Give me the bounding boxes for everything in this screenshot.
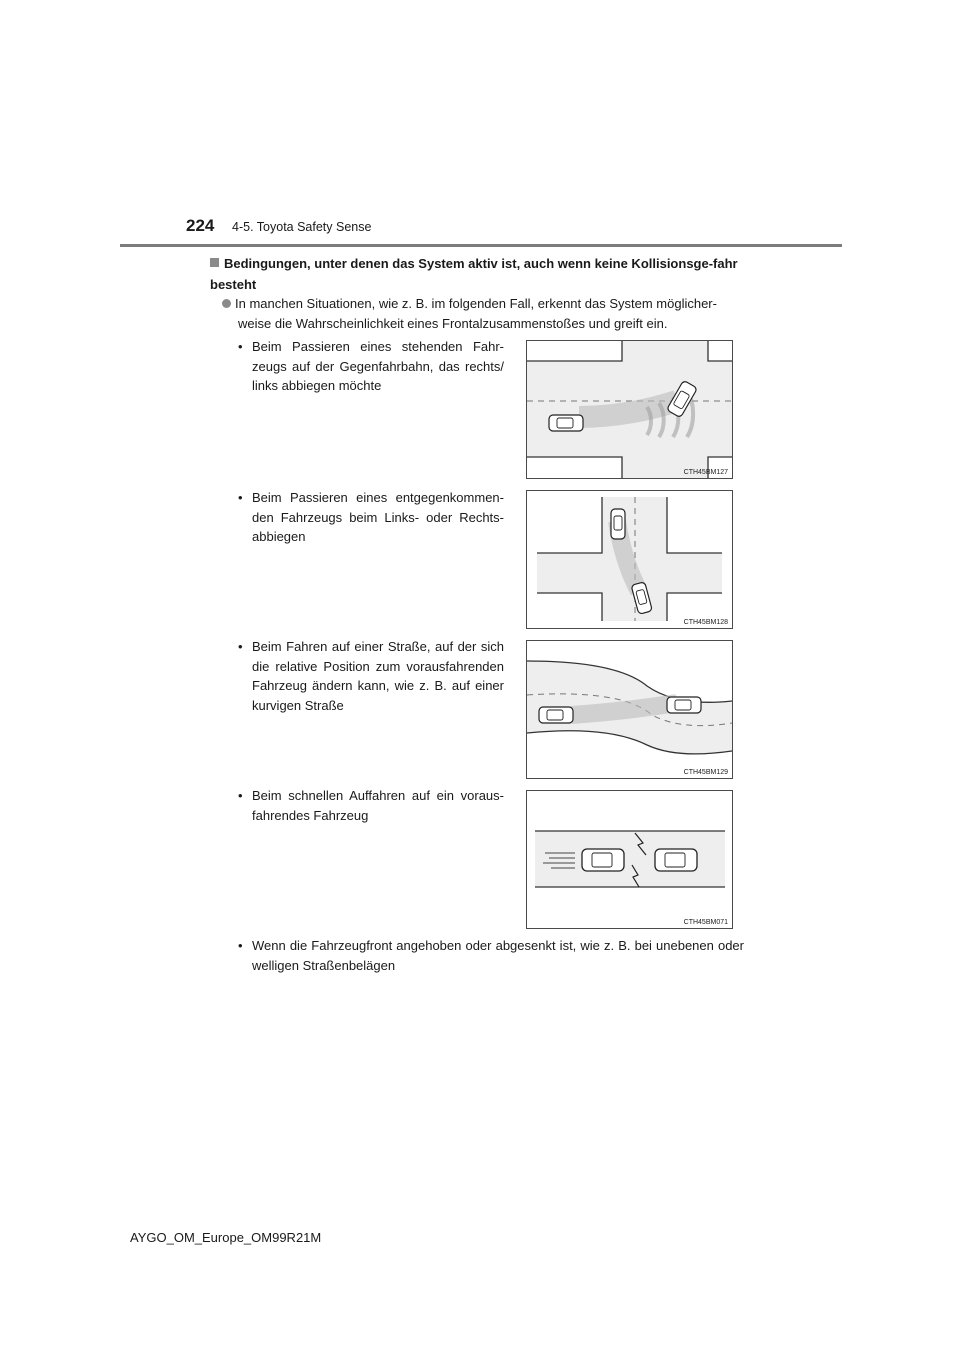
circle-bullet-icon (222, 299, 231, 308)
intro-paragraph (222, 294, 746, 334)
car-fast-approach-collision-icon (527, 791, 732, 928)
figure-curved-road (526, 640, 733, 779)
car-passing-turning-vehicle-icon (527, 341, 732, 478)
bullet-mark: • (238, 639, 243, 654)
list-item (238, 488, 504, 547)
list-item-text: Wenn die Fahrzeugfront angehoben oder abgesenkt ist, wie z. B. bei unebenen oder welligen Straßenbelägen (252, 938, 744, 973)
intro-line-1: In manchen Situationen, wie z. B. im folgenden Fall, erkennt das System möglicher- (235, 296, 717, 311)
square-bullet-icon (210, 258, 219, 267)
list-item (238, 637, 504, 715)
figure-turning-intersection (526, 490, 733, 629)
condition-heading (210, 253, 750, 295)
list-item (238, 936, 744, 975)
list-item-text: Beim schnellen Auffahren auf ein voraus-fahrendes Fahrzeug (252, 788, 504, 823)
header-rule (120, 244, 842, 247)
figure-fast-approach (526, 790, 733, 929)
figure-passing-turning-vehicle (526, 340, 733, 479)
intro-line-2: weise die Wahrscheinlichkeit eines Frontalzusammenstoßes und greift ein. (238, 316, 668, 331)
figure-code: CTH45BM071 (683, 919, 728, 926)
bullet-mark: • (238, 938, 243, 953)
car-curved-road-icon (527, 641, 732, 778)
car-turning-intersection-icon (527, 491, 732, 628)
list-item-text: Beim Passieren eines stehenden Fahr-zeugs auf der Gegenfahrbahn, das rechts/ links abbiegen möchte (252, 339, 504, 393)
list-item-text: Beim Passieren eines entgegenkommen-den Fahrzeugs beim Links- oder Rechts-abbiegen (252, 490, 504, 544)
heading-text: Bedingungen, unter denen das System aktiv ist, auch wenn keine Kollisionsge-fahr besteht (210, 256, 738, 292)
bullet-mark: • (238, 490, 243, 505)
figure-code: CTH45BM128 (683, 619, 728, 626)
bullet-mark: • (238, 339, 243, 354)
list-item (238, 786, 504, 825)
figure-code: CTH45BM127 (683, 469, 728, 476)
list-item-text: Beim Fahren auf einer Straße, auf der sich die relative Position zum vorausfahrenden Fahrzeug ändern kann, wie z. B. auf einer kurvigen Straße (252, 639, 504, 713)
list-item (238, 337, 504, 396)
figure-code: CTH45BM129 (683, 769, 728, 776)
document-footer-code: AYGO_OM_Europe_OM99R21M (130, 1230, 322, 1245)
section-title: 4-5. Toyota Safety Sense (232, 220, 372, 234)
page-number: 224 (186, 216, 215, 235)
bullet-mark: • (238, 788, 243, 803)
